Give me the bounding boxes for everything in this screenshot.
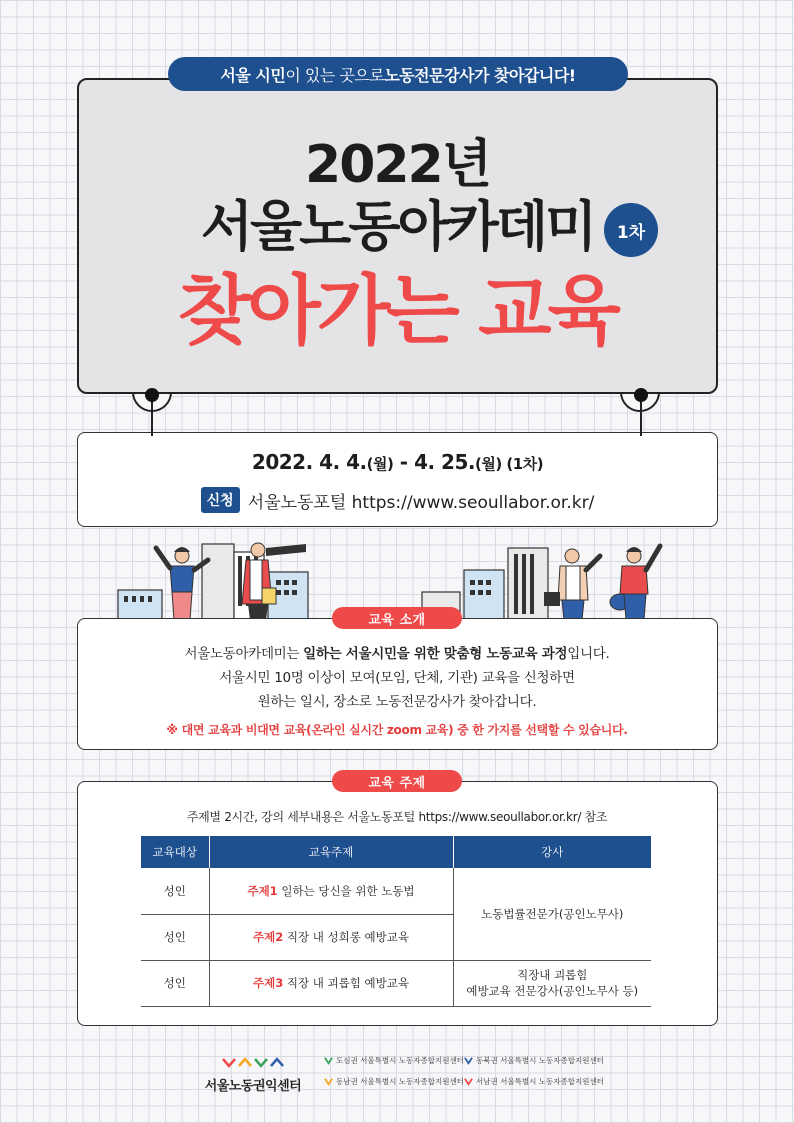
lecturer-2-line2: 예방교육 전문강사(공인노무사 등): [466, 984, 639, 998]
pin-line-left: [151, 400, 153, 436]
right-city-illustration: [420, 540, 680, 620]
footer-center-2-text: 동북권 서울특별시 노동자종합지원센터: [476, 1056, 604, 1065]
intro-line1-post: 입니다.: [567, 646, 610, 662]
footer-center-4-text: 서남권 서울특별시 노동자종합지원센터: [476, 1077, 604, 1086]
lecturer-2-line1: 직장내 괴롭힘: [517, 968, 588, 982]
center-logo-icon: [464, 1056, 473, 1065]
intro-line2: 서울시민 10명 이상이 모여(모임, 단체, 기관) 교육을 신청하면: [219, 670, 575, 686]
footer-center-3-text: 동남권 서울특별시 노동자종합지원센터: [336, 1077, 464, 1086]
row3-topic-text: 직장 내 괴롭힘 예방교육: [283, 976, 409, 990]
banner-part2: 이 있는 곳으로: [285, 65, 385, 85]
date-end: 4. 25.: [414, 450, 475, 474]
topics-tag: 교육 주제: [332, 770, 462, 792]
left-city-illustration: [110, 538, 320, 620]
pin-left-icon: [145, 388, 159, 402]
title-academy: 서울노동아카데미: [200, 195, 595, 258]
org-logo-icon: [221, 1057, 285, 1069]
intro-line1-pre: 서울노동아카데미는: [184, 646, 304, 662]
intro-line1: [90, 642, 704, 662]
footer-center-3: [324, 1076, 464, 1087]
date-day-end: (월): [474, 455, 502, 473]
topics-note: 주제별 2시간, 강의 세부내용은 서울노동포털 https://www.seoullabor.or.kr/ 참조: [186, 810, 608, 824]
table-row: [141, 868, 651, 914]
header-lecturer: 강사: [453, 836, 651, 868]
intro-line3: 원하는 일시, 장소로 노동전문강사가 찾아갑니다.: [257, 694, 537, 710]
row2-topic-text: 직장 내 성희롱 예방교육: [283, 930, 409, 944]
row2-topic: [209, 914, 453, 960]
intro-line1-bold: 일하는 서울시민을 위한 맞춤형 노동교육 과정: [303, 646, 568, 662]
title-main: 찾아가는 교육: [178, 266, 617, 355]
center-logo-icon: [324, 1077, 333, 1086]
center-logo-icon: [324, 1056, 333, 1065]
apply-line: [77, 487, 718, 513]
lecturer-2: [453, 960, 651, 1006]
row2-target: 성인: [141, 914, 209, 960]
row3-target: 성인: [141, 960, 209, 1006]
row1-topic-text: 일하는 당신을 위한 노동법: [277, 883, 415, 898]
row1-topic-label: 주제1: [247, 883, 278, 898]
pin-line-right: [640, 400, 642, 436]
footer-center-2: [464, 1055, 604, 1066]
footer-center-1: [324, 1055, 464, 1066]
header-topic: 교육주제: [209, 836, 453, 868]
topics-table: [141, 836, 651, 1007]
row3-topic: [209, 960, 453, 1006]
apply-link[interactable]: 서울노동포털 https://www.seoullabor.or.kr/: [247, 492, 595, 513]
pin-right-icon: [634, 388, 648, 402]
footer-org-logo: [198, 1054, 308, 1094]
row1-target: 성인: [141, 868, 209, 914]
center-logo-icon: [464, 1077, 473, 1086]
title-year: 2022년: [305, 135, 490, 195]
banner-part3: 노동전문강사가 찾아갑니다!: [384, 65, 576, 85]
date-line: [77, 450, 718, 474]
lecturer-1: 노동법률전문가(공인노무사): [453, 868, 651, 960]
date-start: 2022. 4. 4.: [251, 450, 367, 474]
row1-topic: [209, 868, 453, 914]
table-header-row: [141, 836, 651, 868]
table-row: [141, 960, 651, 1006]
footer-center-1-text: 도심권 서울특별시 노동자종합지원센터: [336, 1056, 464, 1065]
footer-org-name: 서울노동권익센터: [204, 1079, 302, 1094]
date-day-start: (월): [366, 455, 394, 473]
row2-topic-label: 주제2: [253, 930, 284, 944]
date-round: (1차): [501, 455, 544, 473]
footer-center-4: [464, 1076, 604, 1087]
top-banner: [168, 57, 628, 91]
intro-notice: ※ 대면 교육과 비대면 교육(온라인 실시간 zoom 교육) 중 한 가지를 선택할 수 있습니다.: [166, 723, 628, 737]
banner-part1: 서울 시민: [220, 65, 286, 85]
row3-topic-label: 주제3: [253, 976, 284, 990]
date-separator: -: [393, 450, 415, 474]
intro-tag: 교육 소개: [332, 607, 462, 629]
apply-tag: 신청: [201, 487, 240, 513]
header-target: 교육대상: [141, 836, 209, 868]
round-badge: 1차: [604, 203, 658, 257]
